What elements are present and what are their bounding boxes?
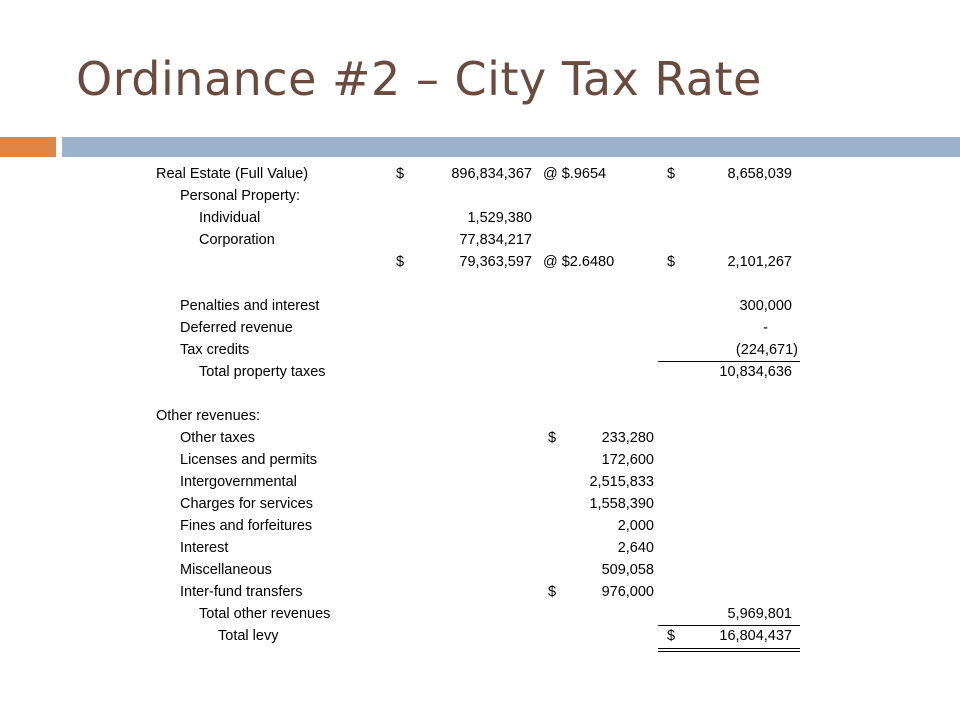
value-other-taxes: 233,280 bbox=[601, 430, 654, 446]
total-currency-personal: $ bbox=[667, 254, 676, 270]
row-fines bbox=[0, 515, 960, 537]
value-miscellaneous: 509,058 bbox=[601, 562, 654, 578]
value-interfund: 976,000 bbox=[601, 584, 654, 600]
label-deferred: Deferred revenue bbox=[180, 320, 293, 336]
label-total-levy: Total levy bbox=[218, 628, 279, 644]
label-interfund: Inter-fund transfers bbox=[180, 584, 303, 600]
row-penalties bbox=[0, 295, 960, 317]
row-personal-subtotal bbox=[0, 251, 960, 273]
total-currency-levy: $ bbox=[667, 628, 676, 644]
total-other: 5,969,801 bbox=[727, 606, 792, 622]
slide-title: Ordinance #2 – City Tax Rate bbox=[76, 52, 762, 106]
total-penalties: 300,000 bbox=[739, 298, 792, 314]
label-individual: Individual bbox=[199, 210, 261, 226]
value-licenses: 172,600 bbox=[601, 452, 654, 468]
label-interest: Interest bbox=[180, 540, 229, 556]
currency-other-taxes: $ bbox=[548, 430, 557, 446]
label-other-revenues: Other revenues: bbox=[156, 408, 260, 424]
row-intergovernmental bbox=[0, 471, 960, 493]
rule-double-top bbox=[658, 648, 800, 649]
label-intergovernmental: Intergovernmental bbox=[180, 474, 297, 490]
row-interest bbox=[0, 537, 960, 559]
value-charges: 1,558,390 bbox=[589, 496, 654, 512]
row-total-other bbox=[0, 603, 960, 625]
row-licenses bbox=[0, 449, 960, 471]
label-personal-property: Personal Property: bbox=[180, 188, 301, 204]
total-property: 10,834,636 bbox=[719, 364, 792, 380]
total-currency-real-estate: $ bbox=[667, 166, 676, 182]
row-total-levy bbox=[0, 625, 960, 647]
row-real-estate bbox=[0, 163, 960, 185]
row-miscellaneous bbox=[0, 559, 960, 581]
label-other-taxes: Other taxes bbox=[180, 430, 255, 446]
total-deferred: - bbox=[763, 320, 768, 336]
currency-interfund: $ bbox=[548, 584, 557, 600]
value-personal-subtotal: 79,363,597 bbox=[459, 254, 532, 270]
rate-personal-property: @ $2.6480 bbox=[543, 254, 615, 270]
value-interest: 2,640 bbox=[617, 540, 654, 556]
value-individual: 1,529,380 bbox=[467, 210, 532, 226]
row-tax-credits bbox=[0, 339, 960, 361]
value-intergovernmental: 2,515,833 bbox=[589, 474, 654, 490]
label-total-other: Total other revenues bbox=[199, 606, 331, 622]
currency-personal-subtotal: $ bbox=[396, 254, 405, 270]
total-personal: 2,101,267 bbox=[727, 254, 792, 270]
row-charges bbox=[0, 493, 960, 515]
row-deferred bbox=[0, 317, 960, 339]
total-real-estate: 8,658,039 bbox=[727, 166, 792, 182]
label-total-property: Total property taxes bbox=[199, 364, 326, 380]
label-real-estate: Real Estate (Full Value) bbox=[156, 166, 309, 182]
label-corporation: Corporation bbox=[199, 232, 275, 248]
value-real-estate: 896,834,367 bbox=[451, 166, 532, 182]
row-personal-property-heading bbox=[0, 185, 960, 207]
total-tax-credits: (224,671) bbox=[735, 342, 798, 358]
value-corporation: 77,834,217 bbox=[459, 232, 532, 248]
row-other-taxes bbox=[0, 427, 960, 449]
total-levy: 16,804,437 bbox=[719, 628, 792, 644]
label-charges: Charges for services bbox=[180, 496, 313, 512]
rate-real-estate: @ $.9654 bbox=[543, 166, 607, 182]
row-other-heading bbox=[0, 405, 960, 427]
row-interfund bbox=[0, 581, 960, 603]
label-penalties: Penalties and interest bbox=[180, 298, 320, 314]
currency-real-estate: $ bbox=[396, 166, 405, 182]
label-licenses: Licenses and permits bbox=[180, 452, 318, 468]
row-corporation bbox=[0, 229, 960, 251]
row-individual bbox=[0, 207, 960, 229]
rule-double-bottom bbox=[658, 651, 800, 652]
label-fines: Fines and forfeitures bbox=[180, 518, 313, 534]
label-tax-credits: Tax credits bbox=[180, 342, 250, 358]
label-miscellaneous: Miscellaneous bbox=[180, 562, 272, 578]
value-fines: 2,000 bbox=[617, 518, 654, 534]
row-total-property bbox=[0, 361, 960, 383]
